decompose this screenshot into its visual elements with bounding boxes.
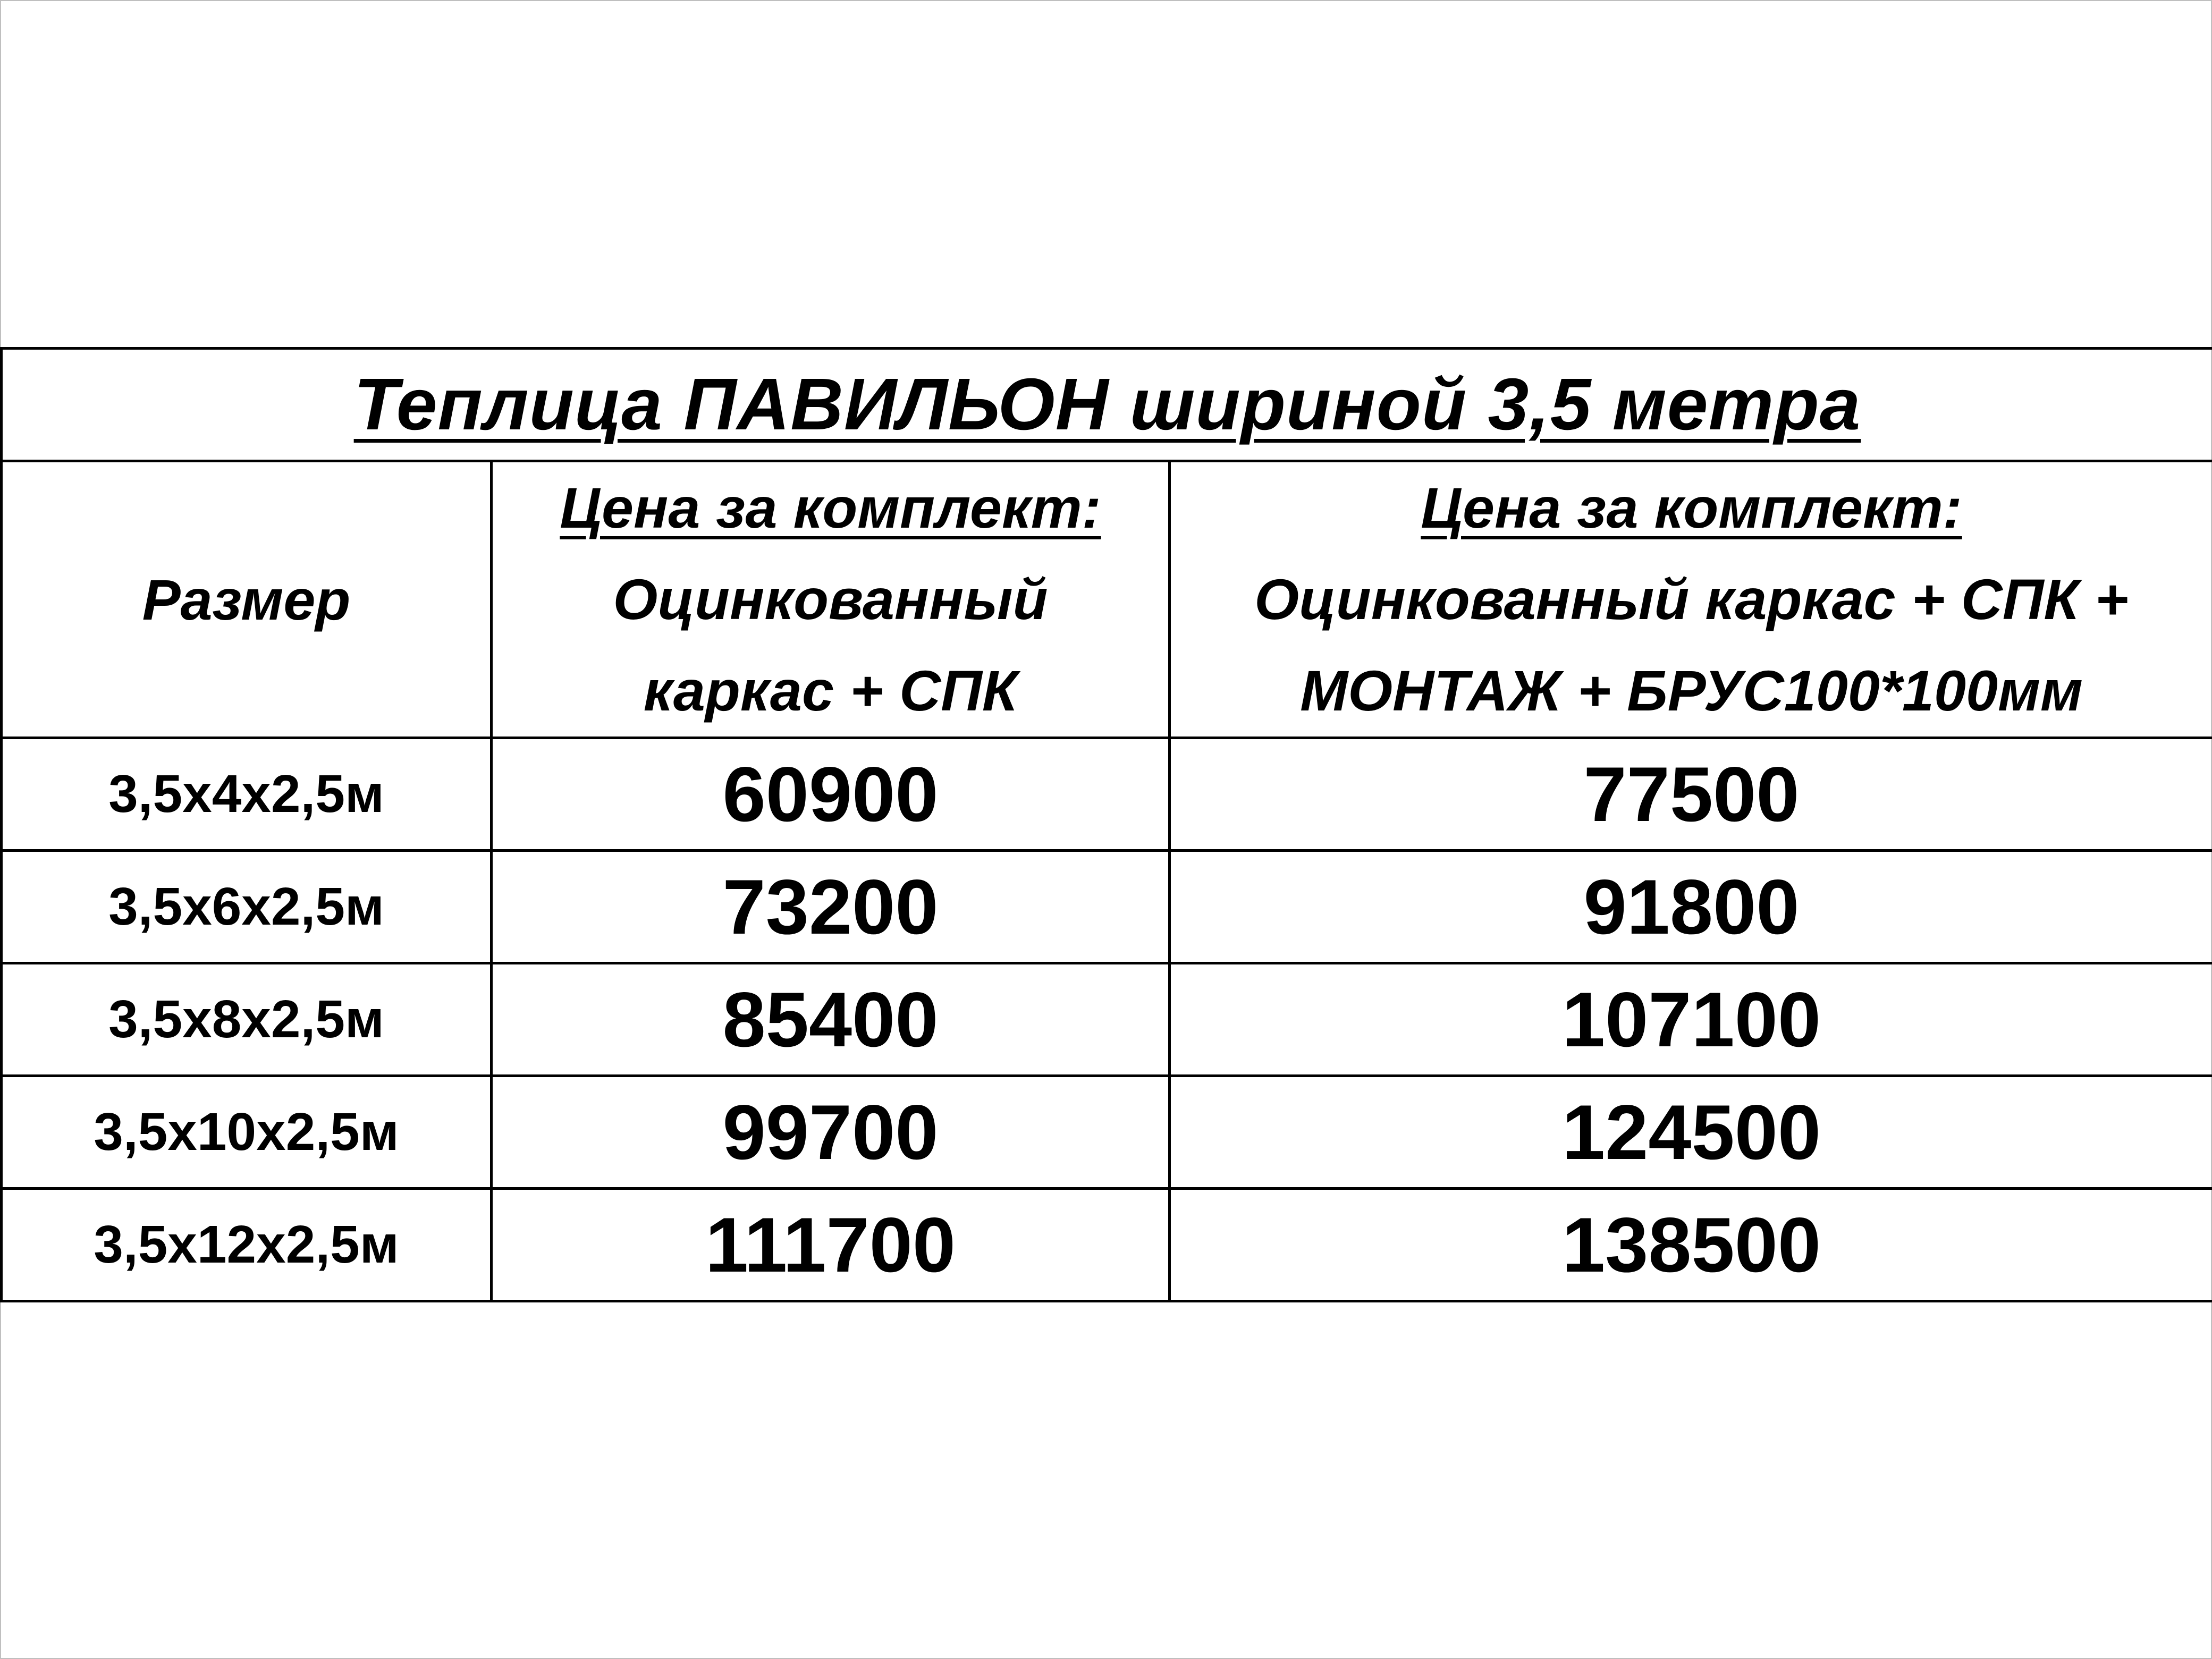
header-size-cell <box>2 461 492 738</box>
size-value: 3,5х8х2,5м <box>108 989 384 1049</box>
header-price1-cell <box>492 461 1170 738</box>
price1-value: 111700 <box>705 1201 956 1288</box>
price2-cell <box>1170 851 2212 963</box>
size-cell <box>2 851 492 963</box>
price2-value: 124500 <box>1561 1088 1821 1175</box>
size-cell <box>2 963 492 1076</box>
header-price2-line2: Оцинкованный каркас + СПК + <box>1254 567 2129 631</box>
price2-cell <box>1170 1189 2212 1301</box>
header-price2-line3: МОНТАЖ + БРУС100*100мм <box>1300 658 2083 723</box>
size-value: 3,5х12х2,5м <box>94 1215 399 1274</box>
header-price2-line1: Цена за комплект: <box>1421 476 1962 540</box>
title-row <box>2 349 2212 461</box>
table-row <box>2 738 2212 851</box>
size-value: 3,5х10х2,5м <box>94 1102 399 1162</box>
price2-value: 138500 <box>1561 1201 1821 1288</box>
table-row <box>2 963 2212 1076</box>
header-price2-cell <box>1170 461 2212 738</box>
price1-value: 60900 <box>722 750 939 837</box>
price2-value: 107100 <box>1561 976 1821 1063</box>
price2-cell <box>1170 738 2212 851</box>
price-table <box>0 347 2212 1302</box>
table-row <box>2 851 2212 963</box>
price1-cell <box>492 1076 1170 1189</box>
price1-cell <box>492 738 1170 851</box>
price1-cell <box>492 1189 1170 1301</box>
price2-cell <box>1170 963 2212 1076</box>
size-cell <box>2 738 492 851</box>
size-value: 3,5х4х2,5м <box>108 764 384 824</box>
price2-value: 91800 <box>1583 863 1800 950</box>
header-row <box>2 461 2212 738</box>
table-row <box>2 1189 2212 1301</box>
size-value: 3,5х6х2,5м <box>108 877 384 936</box>
size-cell <box>2 1076 492 1189</box>
price1-value: 85400 <box>722 976 939 1063</box>
price1-value: 73200 <box>722 863 939 950</box>
header-price1-line1: Цена за комплект: <box>560 476 1101 540</box>
price1-value: 99700 <box>722 1088 939 1175</box>
size-cell <box>2 1189 492 1301</box>
title-cell <box>2 349 2212 461</box>
header-price1-line2: Оцинкованный <box>613 567 1048 631</box>
price2-value: 77500 <box>1583 750 1800 837</box>
header-size-label: Размер <box>142 567 351 632</box>
price1-cell <box>492 851 1170 963</box>
header-price1-line3: каркас + СПК <box>643 658 1018 723</box>
table-row <box>2 1076 2212 1189</box>
table-title: Теплица ПАВИЛЬОН шириной 3,5 метра <box>353 363 1861 445</box>
price2-cell <box>1170 1076 2212 1189</box>
price1-cell <box>492 963 1170 1076</box>
